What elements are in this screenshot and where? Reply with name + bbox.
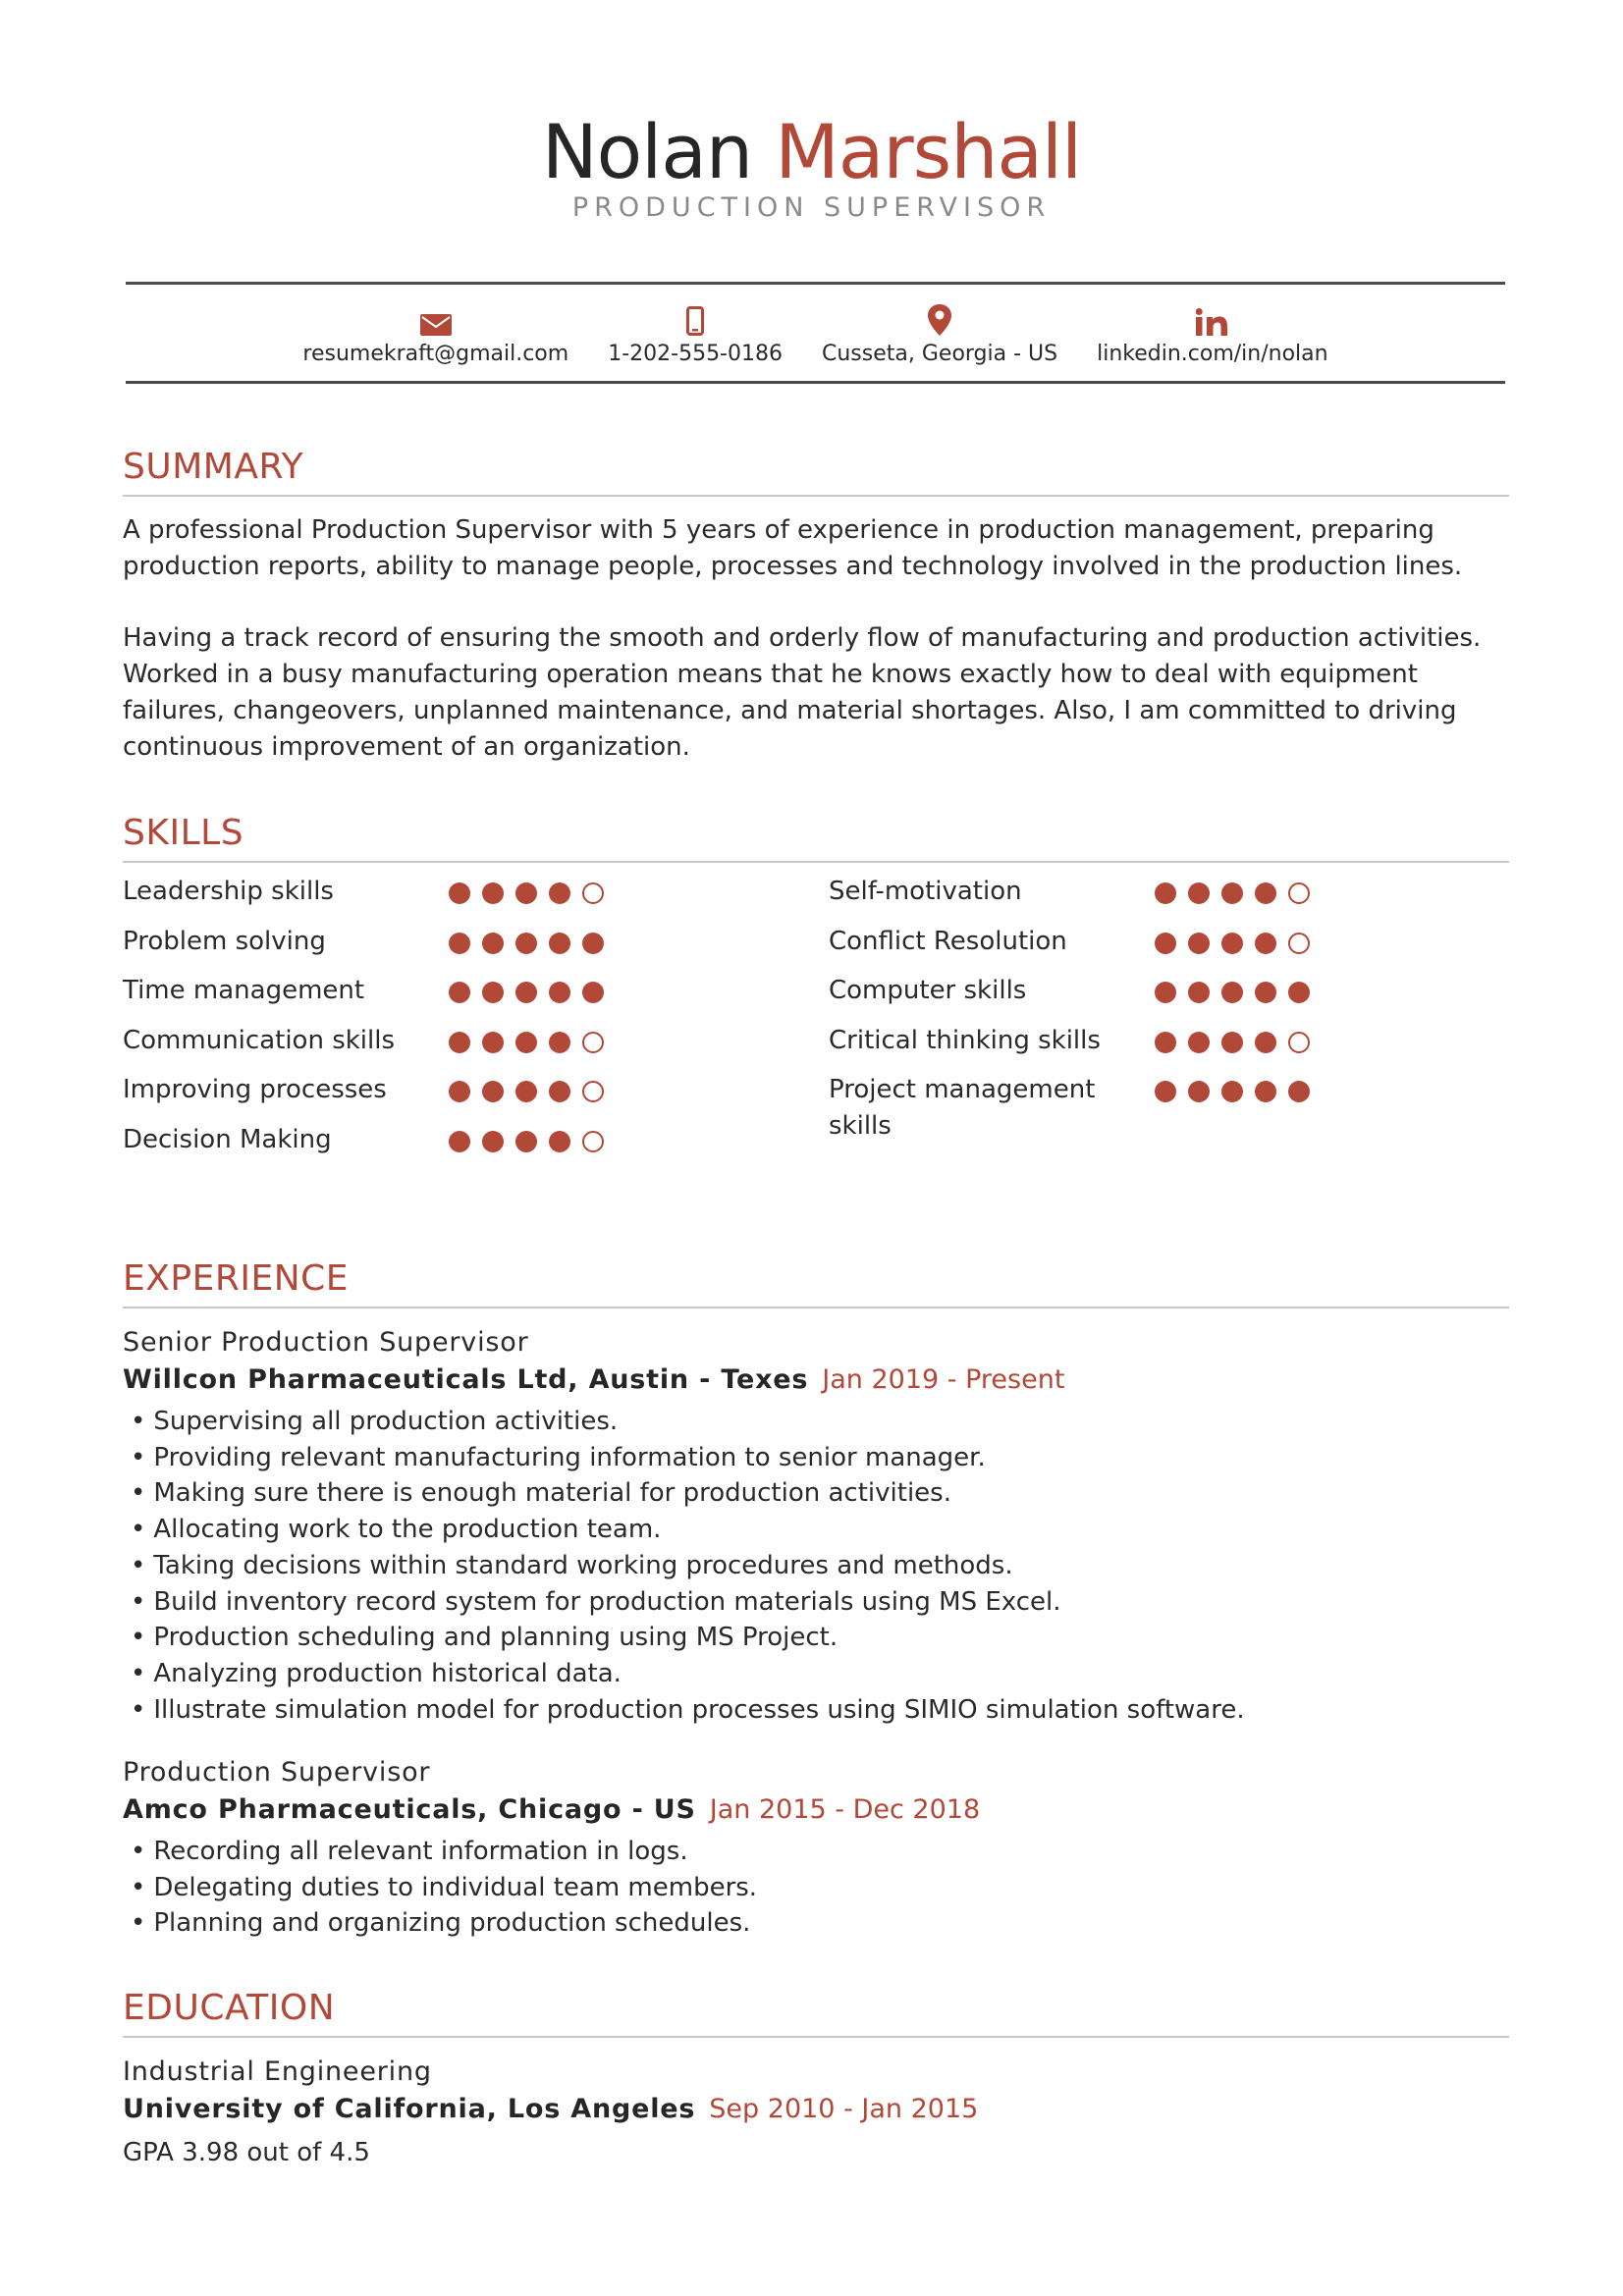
skill-rating (449, 1131, 604, 1152)
job-1-bullet: • Taking decisions within standard working procedures and methods. (131, 1548, 1245, 1584)
rating-dot-filled (482, 982, 504, 1003)
skill-label: Communication skills (123, 1025, 396, 1055)
education-dates: Sep 2010 - Jan 2015 (709, 2094, 979, 2124)
rating-dot-empty (582, 882, 604, 904)
job-1-bullet: • Making sure there is enough material for production activities. (131, 1475, 1245, 1512)
rating-dot-filled (1155, 933, 1176, 954)
summary-paragraph-1: A professional Production Supervisor with 5 years of experience in production management, preparing production reports, ability to manage people, processes and technology involved in the production lines. (123, 515, 1463, 581)
rating-dot-filled (449, 1032, 470, 1053)
education-school: University of California, Los Angeles (123, 2094, 696, 2124)
job-1-bullet: • Supervising all production activities. (131, 1404, 1245, 1440)
job-role: PRODUCTION SUPERVISOR (571, 192, 1052, 223)
job-1-company: Willcon Pharmaceuticals Ltd, Austin - Texes (123, 1364, 809, 1395)
linkedin-icon (1196, 298, 1229, 336)
rating-dot-filled (449, 933, 470, 954)
header-top-rule (126, 282, 1505, 285)
rating-dot-filled (582, 982, 604, 1003)
rating-dot-filled (1255, 982, 1276, 1003)
first-name: Nolan (541, 108, 753, 195)
job-1-bullet: • Analyzing production historical data. (131, 1656, 1245, 1692)
job-1-bullets (131, 1404, 1245, 1728)
contact-phone[interactable] (608, 298, 783, 383)
rating-dot-filled (549, 882, 570, 904)
skill-label: Critical thinking skills (829, 1025, 1101, 1055)
education-heading: EDUCATION (123, 1988, 336, 2028)
education-rule (123, 2036, 1509, 2038)
skill-label: Leadership skills (123, 877, 334, 906)
skill-rating (1155, 933, 1310, 954)
rating-dot-filled (1188, 882, 1210, 904)
rating-dot-filled (515, 1032, 537, 1053)
job-1-bullet: • Illustrate simulation model for production processes using SIMIO simulation software. (131, 1692, 1245, 1729)
skill-label: Time management (123, 976, 365, 1005)
rating-dot-filled (1221, 1032, 1243, 1053)
skills-heading: SKILLS (123, 813, 244, 853)
candidate-name (0, 108, 1623, 196)
skill-rating (1155, 1081, 1310, 1102)
rating-dot-filled (549, 982, 570, 1003)
rating-dot-filled (1288, 1081, 1310, 1102)
rating-dot-filled (1188, 1081, 1210, 1102)
skill-label: Conflict Resolution (829, 926, 1067, 956)
rating-dot-filled (449, 982, 470, 1003)
rating-dot-filled (1255, 1081, 1276, 1102)
rating-dot-filled (1221, 1081, 1243, 1102)
summary-heading: SUMMARY (123, 447, 304, 487)
job-2-company: Amco Pharmaceuticals, Chicago - US (123, 1794, 696, 1825)
experience-heading: EXPERIENCE (123, 1258, 350, 1299)
contact-email-text: resumekraft@gmail.com (302, 342, 569, 366)
contact-location-text: Cusseta, Georgia - US (822, 342, 1058, 366)
education-gpa: GPA 3.98 out of 4.5 (123, 2138, 370, 2167)
skill-rating (449, 933, 604, 954)
education-school-line (123, 2094, 978, 2124)
summary-paragraph-2: Having a track record of ensuring the smooth and orderly flow of manufacturing and production activities. Worked in a busy manufacturing operation means that he knows exactly how to deal with equipment failures, changeovers, unplanned maintenance, and material shortages. Also, I am committed to driving continuous improvement of an organization. (123, 623, 1482, 762)
rating-dot-filled (1255, 882, 1276, 904)
job-1-title: Senior Production Supervisor (123, 1327, 529, 1358)
rating-dot-filled (1221, 982, 1243, 1003)
rating-dot-filled (1221, 933, 1243, 954)
header-bottom-rule (126, 381, 1505, 384)
skills-rule (123, 861, 1509, 863)
rating-dot-filled (1155, 982, 1176, 1003)
rating-dot-filled (1188, 1032, 1210, 1053)
contact-email[interactable] (302, 298, 568, 383)
contact-location (822, 298, 1057, 383)
rating-dot-filled (449, 882, 470, 904)
rating-dot-filled (1188, 933, 1210, 954)
rating-dot-filled (549, 1081, 570, 1102)
job-2-company-line (123, 1794, 980, 1825)
rating-dot-filled (1155, 1081, 1176, 1102)
rating-dot-filled (1155, 1032, 1176, 1053)
last-name: Marshall (775, 108, 1082, 195)
skill-rating (1155, 982, 1310, 1003)
job-1-bullet: • Providing relevant manufacturing information to senior manager. (131, 1440, 1245, 1476)
skill-rating (449, 1081, 604, 1102)
rating-dot-filled (515, 933, 537, 954)
job-2-title: Production Supervisor (123, 1757, 431, 1788)
experience-rule (123, 1307, 1509, 1308)
rating-dot-filled (549, 933, 570, 954)
job-2-dates: Jan 2015 - Dec 2018 (709, 1794, 981, 1825)
rating-dot-filled (1255, 1032, 1276, 1053)
rating-dot-filled (482, 882, 504, 904)
skill-label: Problem solving (123, 926, 326, 956)
rating-dot-empty (582, 1131, 604, 1152)
skill-rating (449, 1032, 604, 1053)
rating-dot-filled (549, 1032, 570, 1053)
email-icon (420, 298, 452, 336)
rating-dot-filled (515, 1081, 537, 1102)
rating-dot-empty (1288, 882, 1310, 904)
rating-dot-filled (549, 1131, 570, 1152)
rating-dot-filled (482, 1081, 504, 1102)
rating-dot-filled (1255, 933, 1276, 954)
phone-icon (686, 298, 704, 336)
rating-dot-empty (1288, 1032, 1310, 1053)
job-1-bullet: • Build inventory record system for production materials using MS Excel. (131, 1584, 1245, 1621)
job-1-bullet: • Allocating work to the production team. (131, 1512, 1245, 1548)
contact-linkedin-text: linkedin.com/in/nolan (1097, 342, 1328, 366)
rating-dot-filled (1155, 882, 1176, 904)
location-pin-icon (928, 298, 951, 336)
rating-dot-empty (582, 1032, 604, 1053)
rating-dot-filled (1188, 982, 1210, 1003)
skill-label: Computer skills (829, 976, 1027, 1005)
skill-label: Decision Making (123, 1124, 332, 1154)
rating-dot-filled (582, 933, 604, 954)
job-1-dates: Jan 2019 - Present (822, 1364, 1065, 1395)
rating-dot-filled (482, 1032, 504, 1053)
job-1-bullet: • Production scheduling and planning using MS Project. (131, 1620, 1245, 1656)
job-2-bullet: • Planning and organizing production schedules. (131, 1905, 757, 1942)
education-degree: Industrial Engineering (123, 2056, 432, 2087)
skill-rating (449, 982, 604, 1003)
job-2-bullet: • Recording all relevant information in logs. (131, 1834, 757, 1870)
rating-dot-filled (515, 982, 537, 1003)
summary-rule (123, 495, 1509, 497)
skill-rating (449, 882, 604, 904)
rating-dot-filled (482, 1131, 504, 1152)
skill-label: Self-motivation (829, 877, 1022, 906)
rating-dot-filled (449, 1131, 470, 1152)
skill-label: Improving processes (123, 1075, 387, 1104)
skill-rating (1155, 1032, 1310, 1053)
rating-dot-empty (1288, 933, 1310, 954)
skill-rating (1155, 882, 1310, 904)
rating-dot-filled (1288, 982, 1310, 1003)
job-2-bullet: • Delegating duties to individual team members. (131, 1870, 757, 1906)
contact-phone-text: 1-202-555-0186 (608, 342, 783, 366)
rating-dot-empty (582, 1081, 604, 1102)
contact-bar (126, 298, 1505, 383)
rating-dot-filled (449, 1081, 470, 1102)
rating-dot-filled (1221, 882, 1243, 904)
rating-dot-filled (515, 1131, 537, 1152)
rating-dot-filled (515, 882, 537, 904)
skill-label: Project management skills (829, 1075, 1096, 1141)
contact-linkedin[interactable] (1097, 298, 1327, 383)
job-1-company-line (123, 1364, 1064, 1395)
job-2-bullets (131, 1834, 757, 1942)
rating-dot-filled (482, 933, 504, 954)
